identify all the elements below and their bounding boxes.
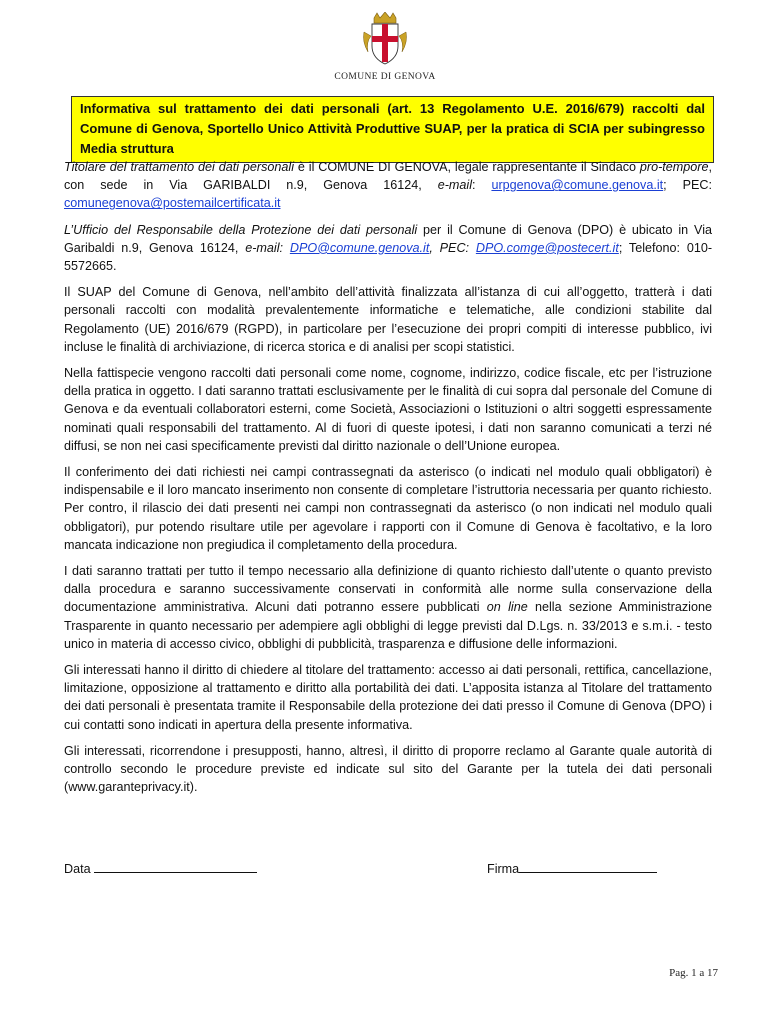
text-fragment: ; PEC:	[663, 178, 712, 193]
text-fragment: è il COMUNE DI GENOVA, legale rappresentante il Sindaco	[294, 160, 640, 174]
text-fragment: I dati saranno trattati per tutto il tempo necessario alla definizione di quanto richiesto dall’utente o quanto previsto dalla procedura e saranno successivamente conservati in conformità alle norme sulla conservazione della documentazione amministrativa. Alcuni dati potranno essere pubblicati	[64, 564, 712, 615]
signature-label: Firma	[487, 862, 520, 876]
term-italic: on line	[486, 600, 528, 615]
paragraph-controller	[64, 158, 712, 213]
text-fragment	[469, 241, 476, 255]
term-italic: Titolare del trattamento dei dati personali	[64, 160, 295, 174]
paragraph-purpose: Il SUAP del Comune di Genova, nell’ambito dell’attività finalizzata all’istanza di cui all’oggetto, tratterà i dati personali raccolti con modalità prevalentemente informatiche e telematiche, alle condizioni stabilite dal Regolamento (UE) 2016/679 (RGPD), in particolare per l’esecuzione dei propri compiti di interesse pubblico, ivi incluse le finalità di archiviazione, di ricerca storica e di analisi per scopi statistici.	[64, 285, 712, 354]
signature-field	[487, 860, 657, 876]
dpo-email-link[interactable]: DPO@comune.genova.it	[289, 240, 430, 255]
text-fragment: ; Telefono: 010-5572665.	[64, 240, 713, 274]
paragraph-dpo	[64, 221, 712, 276]
page-number: Pag. 1 a 17	[669, 967, 718, 979]
term-italic: pro-tempore	[639, 160, 709, 174]
term-italic: L’Ufficio del Responsabile della Protezione dei dati personali	[64, 222, 418, 237]
date-field	[64, 860, 257, 876]
text-fragment: , con sede in Via GARIBALDI n.9, Genova 16124,	[64, 160, 712, 193]
term-italic: e-mail	[437, 178, 472, 193]
paragraph-retention	[64, 562, 712, 653]
text-fragment: nella sezione Amministrazione Trasparente in quanto necessario per adempiere agli obblighi di legge previsti dal D.Lgs. n. 33/2013 e s.m.i. - testo unico in materia di accesso civico, obblighi di pubblicità, trasparenza e diffusione delle informazioni.	[64, 600, 712, 651]
document-title: Informativa sul trattamento dei dati personali (art. 13 Regolamento U.E. 2016/679) raccolti dal Comune di Genova, Sportello Unico Attività Produttive SUAP, per la pratica di SCIA per subingresso Media struttura	[71, 96, 714, 163]
date-label: Data	[64, 862, 91, 876]
date-line[interactable]	[94, 860, 257, 873]
dpo-pec-link[interactable]: DPO.comge@postecert.it	[475, 240, 619, 255]
coat-of-arms-icon	[362, 12, 408, 68]
text-fragment	[283, 241, 290, 255]
paragraph-rights: Gli interessati hanno il diritto di chiedere al titolare del trattamento: accesso ai dati personali, rettifica, cancellazione, limitazione, opposizione al trattamento e diritto alla portabilità dei dati. L’apposita istanza al Titolare del trattamento dei dati personali è presentata tramite il Responsabile della protezione dei dati presso il Comune di Genova (DPO) i cui contatti sono indicati in apertura della presente informativa.	[64, 663, 712, 732]
paragraph-complaint: Gli interessati, ricorrendone i presupposti, hanno, altresì, il diritto di proporre reclamo al Garante quale autorità di controllo secondo le procedure previste ed indicate sul sito del Garante per la tutela dei dati personali (www.garanteprivacy.it).	[64, 743, 712, 795]
term-italic: e-mail:	[245, 240, 284, 255]
term-italic: PEC:	[439, 240, 470, 255]
paragraph-data-collected: Nella fattispecie vengono raccolti dati personali come nome, cognome, indirizzo, codice fiscale, etc per l’istruzione della pratica in oggetto. I dati saranno trattati esclusivamente per le finalità di cui sopra dal personale del Comune di Genova e da eventuali collaboratori esterni, come Società, Associazioni o Istituzioni o altri soggetti espressamente nominati quali responsabili del trattamento. Al di fuori di queste ipotesi, i dati non saranno comunicati a terzi né diffusi, se non nei casi specificamente previsti dal diritto nazionale o dell’Unione europea.	[64, 366, 712, 453]
organization-name: COMUNE DI GENOVA	[334, 72, 436, 82]
email-link[interactable]: urpgenova@comune.genova.it	[491, 178, 664, 193]
text-fragment: :	[472, 178, 492, 193]
text-fragment: ,	[429, 240, 440, 255]
pec-link[interactable]: comunegenova@postemailcertificata.it	[64, 196, 281, 211]
document-body	[64, 158, 712, 805]
signature-line[interactable]	[519, 860, 657, 873]
page-header	[0, 12, 770, 82]
text-fragment: per il Comune di Genova (DPO) è ubicato in Via Garibaldi n.9, Genova 16124,	[64, 222, 712, 255]
paragraph-conferment: Il conferimento dei dati richiesti nei campi contrassegnati da asterisco (o indicati nel modulo quali obbligatori) è indispensabile e il loro mancato inserimento non consente di completare l’istruttoria necessaria per quanto richiesto. Per contro, il rilascio dei dati presenti nei campi non contrassegnati da asterisco (o non indicati nel modulo quali obbligatori), pur potendo risultare utile per agevolare i rapporti con il Comune di Genova è facoltativo, e la loro mancata indicazione non pregiudica il completamento della procedura.	[64, 465, 712, 552]
